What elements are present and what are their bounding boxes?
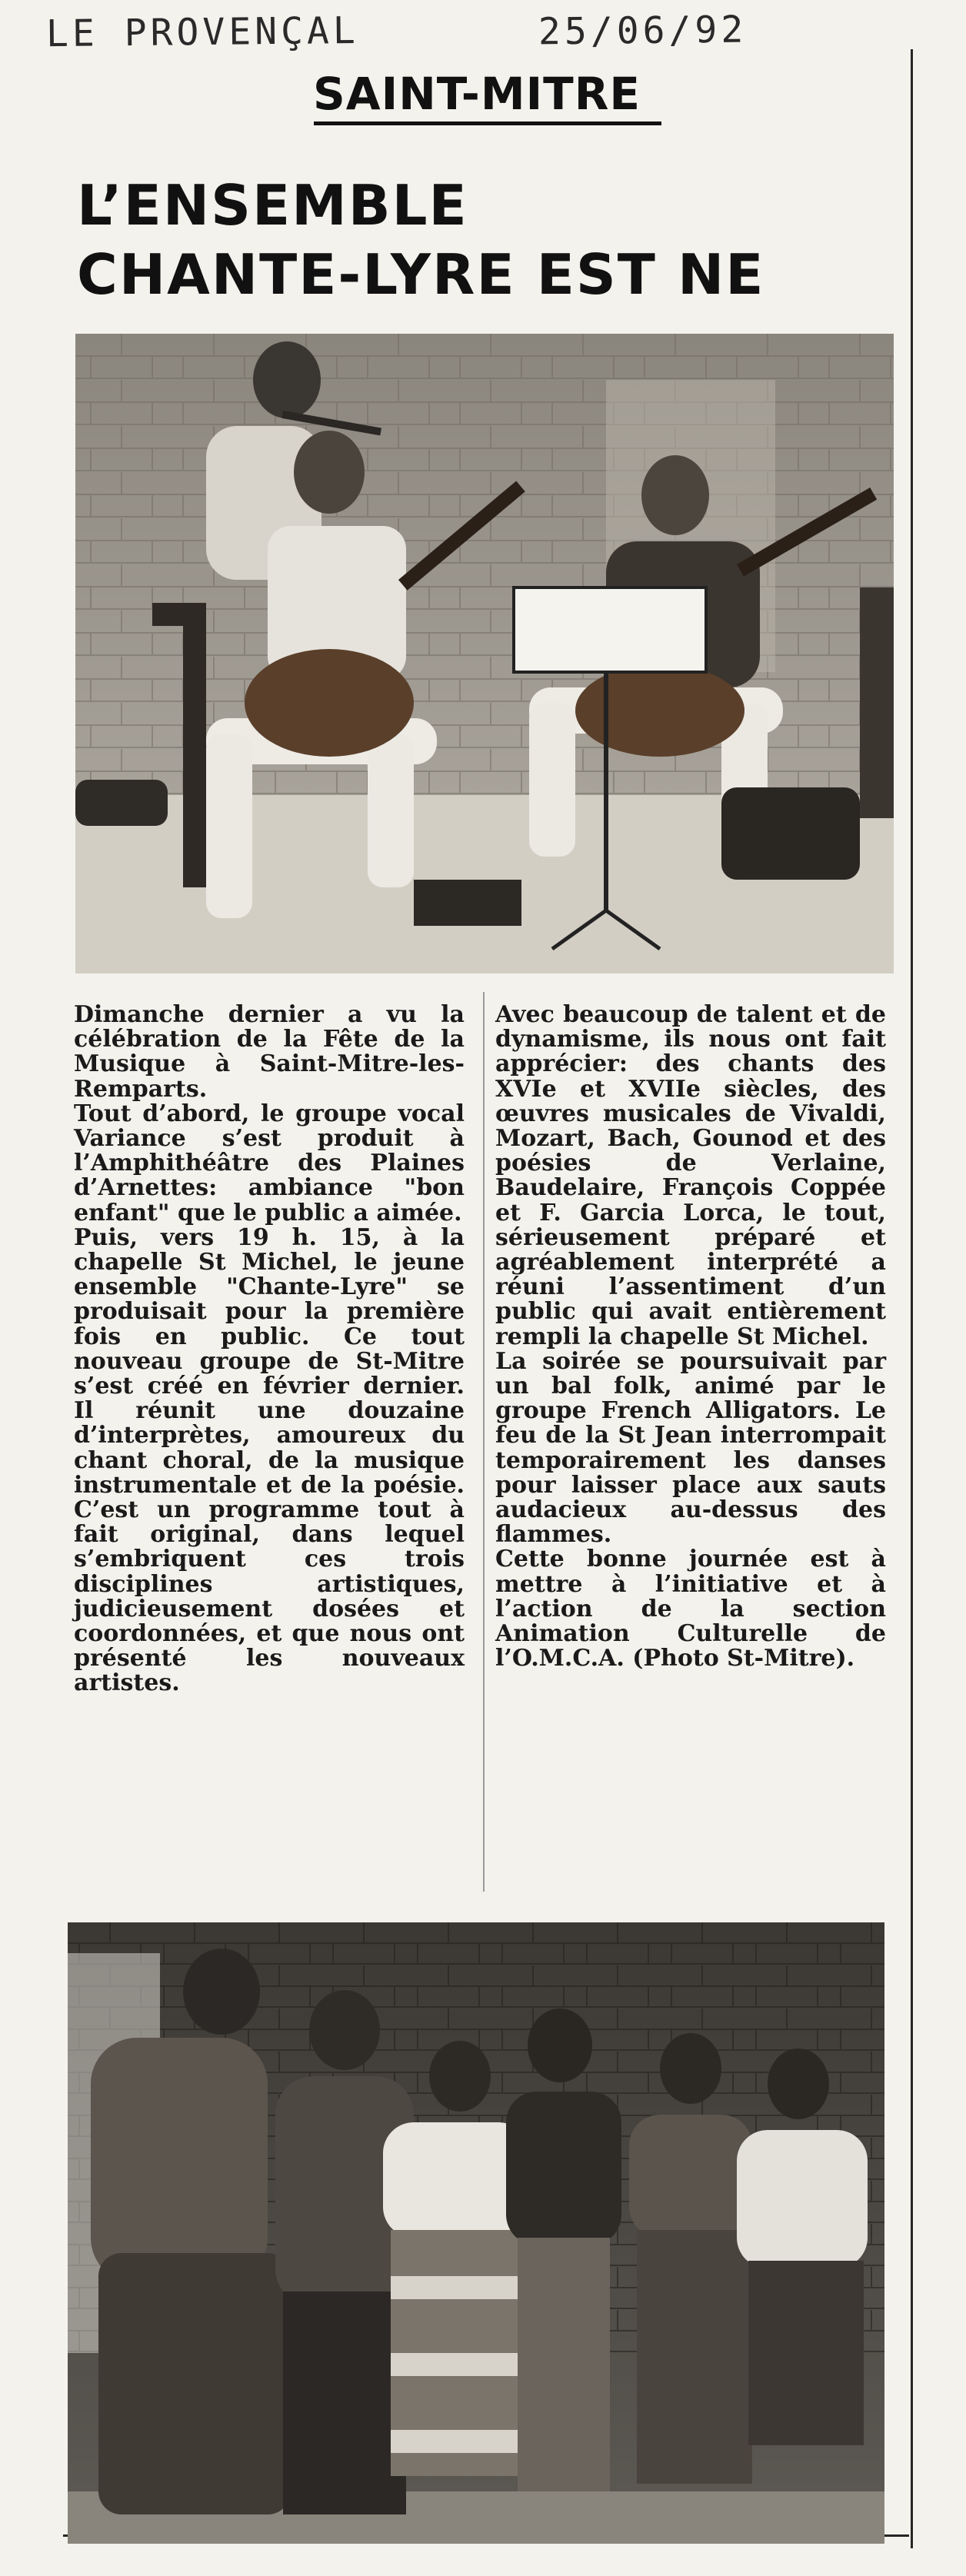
left-paragraph-3: Puis, vers 19 h. 15, à la chapelle St Michel, le jeune ensemble "Chante-Lyre" se produisait pour la première fois en public. Ce tout nouveau groupe de St-Mitre s’est créé en février dernier. Il réunit une douzaine d’interprètes, amoureux du chant choral, de la musique instrumentale et de la poésie. C’est un programme tout à fait original, dans lequel s’embriquent ces trois disciplines artistiques, judicieusement dosées et coordonnées, et que nous ont présenté les nouveaux artistes. — [74, 1223, 465, 1697]
handwritten-date: 25/06/92 — [538, 8, 748, 54]
section-title: SAINT-MITRE — [312, 68, 641, 120]
photo-trio-image — [75, 334, 894, 973]
headline-line-1: L’ENSEMBLE — [77, 173, 468, 238]
section-underline — [314, 121, 661, 125]
article-headline — [77, 171, 884, 309]
left-paragraph-2: Tout d’abord, le groupe vocal Variance s’est produit à l’Amphithéâtre des Plaines d’Arnettes: ambiance "bon enfant" que le public a aimée. — [74, 1100, 465, 1226]
photo-vocal-group-image — [68, 1922, 884, 2544]
photo-vocal-group — [68, 1922, 884, 2544]
headline-line-2: CHANTE-LYRE EST NE — [77, 242, 765, 307]
right-paragraph-2: La soirée se poursuivait par un bal folk, animé par le groupe French Alligators. Le feu de la St Jean interrompait temporairement les danses pour laisser place aux sauts audacieux au-dessus des flammes. — [495, 1347, 886, 1549]
left-paragraph-1: Dimanche dernier a vu la célébration de la Fête de la Musique à Saint-Mitre-les-Remparts. — [74, 1001, 465, 1103]
right-paragraph-3: Cette bonne journée est à mettre à l’initiative et à l’action de la section Animation Culturelle de l’O.M.C.A. (Photo St-Mitre). — [495, 1546, 886, 1672]
article-column-left — [74, 1003, 465, 1696]
article-column-right — [495, 1003, 886, 1671]
column-divider — [483, 992, 485, 1892]
photo-trio — [75, 334, 894, 973]
column-rule-top — [911, 49, 913, 2548]
handwritten-source: LE PROVENÇAL — [45, 8, 360, 56]
right-paragraph-1: Avec beaucoup de talent et de dynamisme, ils nous ont fait apprécier: des chants des XVIe et XVIIe siècles, des œuvres musicales de Vivaldi, Mozart, Bach, Gounod et des poésies de Verlaine, Baudelaire, François Coppée et F. Garcia Lorca, le tout, sérieusement préparé et agréablement interprété a réuni l’assentiment d’un public qui avait entièrement rempli la chapelle St Michel. — [495, 1001, 886, 1350]
